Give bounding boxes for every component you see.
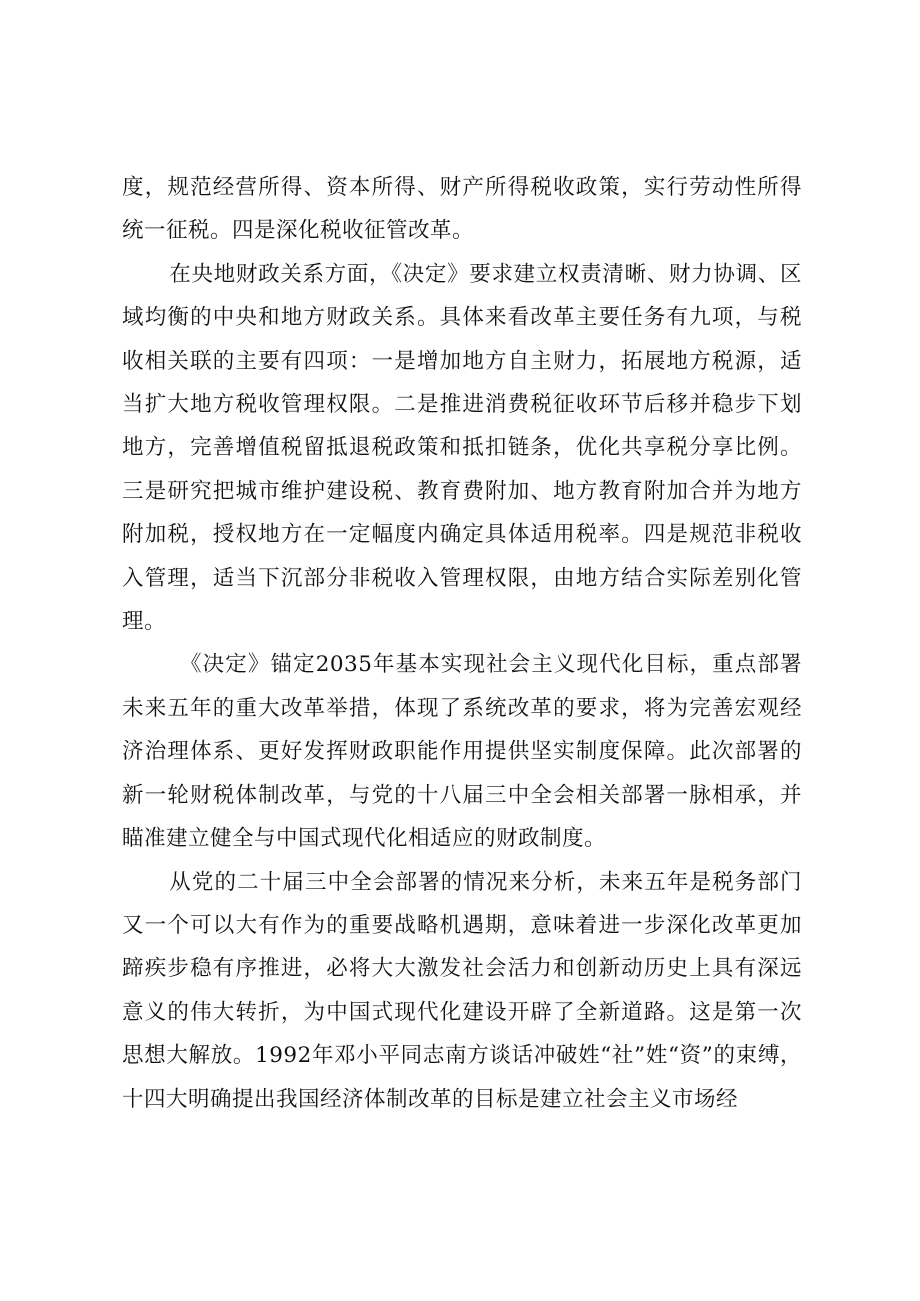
paragraph-continuation: 度，规范经营所得、资本所得、财产所得税收政策，实行劳动性所得统一征税。四是深化税收征管改革。 — [122, 175, 802, 244]
paragraph-strategic-opportunity: 从党的二十届三中全会部署的情况来分析，未来五年是税务部门又一个可以大有作为的重要战略机遇期，意味着进一步深化改革更加蹄疾步稳有序推进，必将大大激发社会活力和创新动历史上具有深远意义的伟大转折，为中国式现代化建设开辟了全新道路。这是第一次思想大解放。1992年邓小平同志南方谈话冲破姓“社”姓“资”的束缚，十四大明确提出我国经济体制改革的目标是建立社会主义市场经 — [122, 869, 802, 1112]
body-text — [122, 166, 802, 1121]
paragraph-decision-goal: 《决定》锚定2035年基本实现社会主义现代化目标，重点部署未来五年的重大改革举措，体现了系统改革的要求，将为完善宏观经济治理体系、更好发挥财政职能作用提供坚实制度保障。此次部署的新一轮财税体制改革，与党的十八届三中全会相关部署一脉相承，并瞄准建立健全与中国式现代化相适应的财政制度。 — [122, 652, 802, 852]
paragraph-fiscal-relations: 在央地财政关系方面，《决定》要求建立权责清晰、财力协调、区域均衡的中央和地方财政关系。具体来看改革主要任务有九项，与税收相关联的主要有四项：一是增加地方自主财力，拓展地方税源，适当扩大地方税收管理权限。二是推进消费税征收环节后移并稳步下划地方，完善增值税留抵退税政策和抵扣链条，优化共享税分享比例。三是研究把城市维护建设税、教育费附加、地方教育附加合并为地方附加税，授权地方在一定幅度内确定具体适用税率。四是规范非税收入管理，适当下沉部分非税收入管理权限，由地方结合实际差别化管理。 — [122, 261, 802, 635]
